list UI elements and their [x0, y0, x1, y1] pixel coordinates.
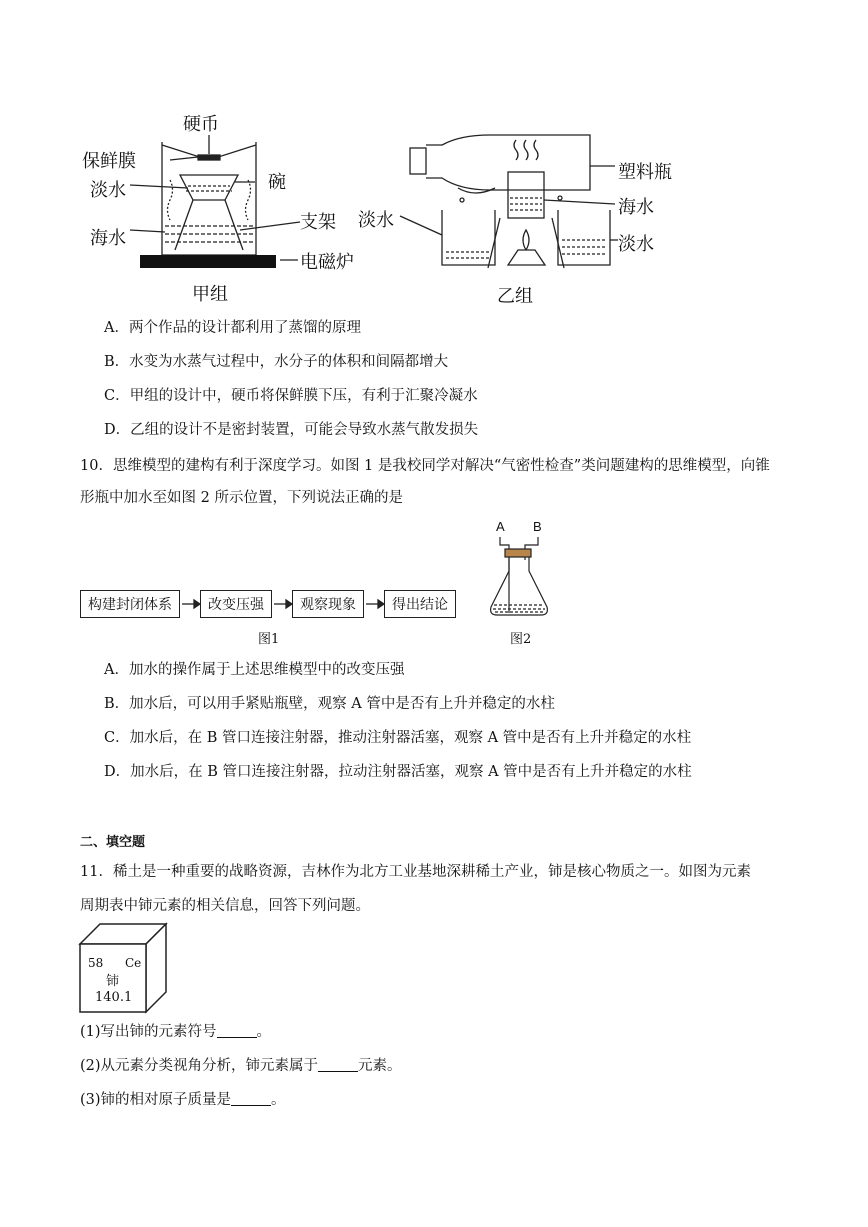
atomic-mass: 140.1	[95, 990, 133, 1005]
section-heading: 二、填空题	[80, 835, 146, 850]
q10-option-d: D．加水后，在 B 管口连接注射器，拉动注射器活塞，观察 A 管中是否有上升并稳定的水柱	[104, 764, 692, 780]
atomic-number: 58	[88, 956, 104, 970]
q11-sub1-end: 。	[256, 1024, 272, 1040]
flow-step-2: 改变压强	[200, 590, 272, 618]
answer-blank-3[interactable]	[231, 1091, 271, 1106]
flow-step-1: 构建封闭体系	[80, 590, 180, 618]
label-stand: 支架	[300, 212, 336, 233]
label-coin: 硬币	[183, 114, 219, 135]
q11-stem-line2: 周期表中铈元素的相关信息，回答下列问题。	[80, 898, 370, 914]
flow-arrows	[180, 596, 390, 612]
q11-sub3	[80, 1090, 286, 1110]
q9-option-b: B．水变为水蒸气过程中，水分子的体积和间隔都增大	[104, 354, 449, 370]
q10-stem-line1: 10．思维模型的建构有利于深度学习。如图 1 是我校同学对解决“气密性检查”类问题建构的思维模型，向锥	[80, 458, 770, 474]
answer-blank-1[interactable]	[217, 1023, 257, 1038]
label-induction-cooker: 电磁炉	[300, 252, 354, 273]
q11-sub1	[80, 1022, 271, 1042]
fig1-caption: 图1	[258, 632, 280, 647]
q11-sub3-end: 。	[271, 1092, 286, 1108]
q10-option-a: A．加水的操作属于上述思维模型中的改变压强	[104, 662, 405, 678]
q11-sub1-text: (1)写出铈的元素符号	[80, 1024, 217, 1040]
q10-option-b: B．加水后，可以用手紧贴瓶壁，观察 A 管中是否有上升并稳定的水柱	[104, 696, 555, 712]
q11-sub2-text: (2)从元素分类视角分析，铈元素属于	[80, 1058, 319, 1074]
label-fresh-water-yi-left: 淡水	[358, 210, 394, 231]
label-bottle: 塑料瓶	[618, 162, 672, 183]
label-bowl: 碗	[268, 172, 286, 193]
element-name: 铈	[106, 974, 120, 989]
flow-step-3: 观察现象	[292, 590, 364, 618]
label-sea-water-jia: 海水	[90, 228, 126, 249]
induction-cooker-shape	[140, 255, 276, 268]
q9-option-c: C．甲组的设计中，硬币将保鲜膜下压，有利于汇聚冷凝水	[104, 388, 478, 404]
fig2-caption: 图2	[510, 632, 532, 647]
flow-step-4: 得出结论	[384, 590, 456, 618]
flask-figure	[485, 535, 555, 620]
q11-stem-line1: 11．稀土是一种重要的战略资源，吉林作为北方工业基地深耕稀土产业，铈是核心物质之一。如图为元素	[80, 864, 751, 880]
label-fresh-water-jia: 淡水	[90, 180, 126, 201]
q11-sub2-end: 元素。	[358, 1058, 402, 1074]
label-film: 保鲜膜	[82, 151, 136, 172]
caption-yi: 乙组	[497, 286, 533, 307]
q9-option-a: A．两个作品的设计都利用了蒸馏的原理	[104, 320, 361, 336]
yi-apparatus	[400, 135, 618, 268]
q10-option-c: C．加水后，在 B 管口连接注射器，推动注射器活塞，观察 A 管中是否有上升并稳定的水柱	[104, 730, 692, 746]
label-sea-water-yi: 海水	[618, 197, 654, 218]
q11-sub3-text: (3)铈的相对原子质量是	[80, 1092, 232, 1108]
q10-stem-line2: 形瓶中加水至如图 2 所示位置，下列说法正确的是	[80, 490, 403, 506]
tube-a-label: A	[496, 519, 505, 534]
element-symbol: Ce	[125, 956, 142, 970]
answer-blank-2[interactable]	[318, 1057, 358, 1072]
q11-sub2	[80, 1056, 402, 1076]
caption-jia: 甲组	[192, 284, 228, 305]
label-fresh-water-yi-right: 淡水	[618, 234, 654, 255]
jia-apparatus	[130, 135, 300, 260]
q9-option-d: D．乙组的设计不是密封装置，可能会导致水蒸气散发损失	[104, 422, 479, 438]
tube-b-label: B	[533, 519, 542, 534]
